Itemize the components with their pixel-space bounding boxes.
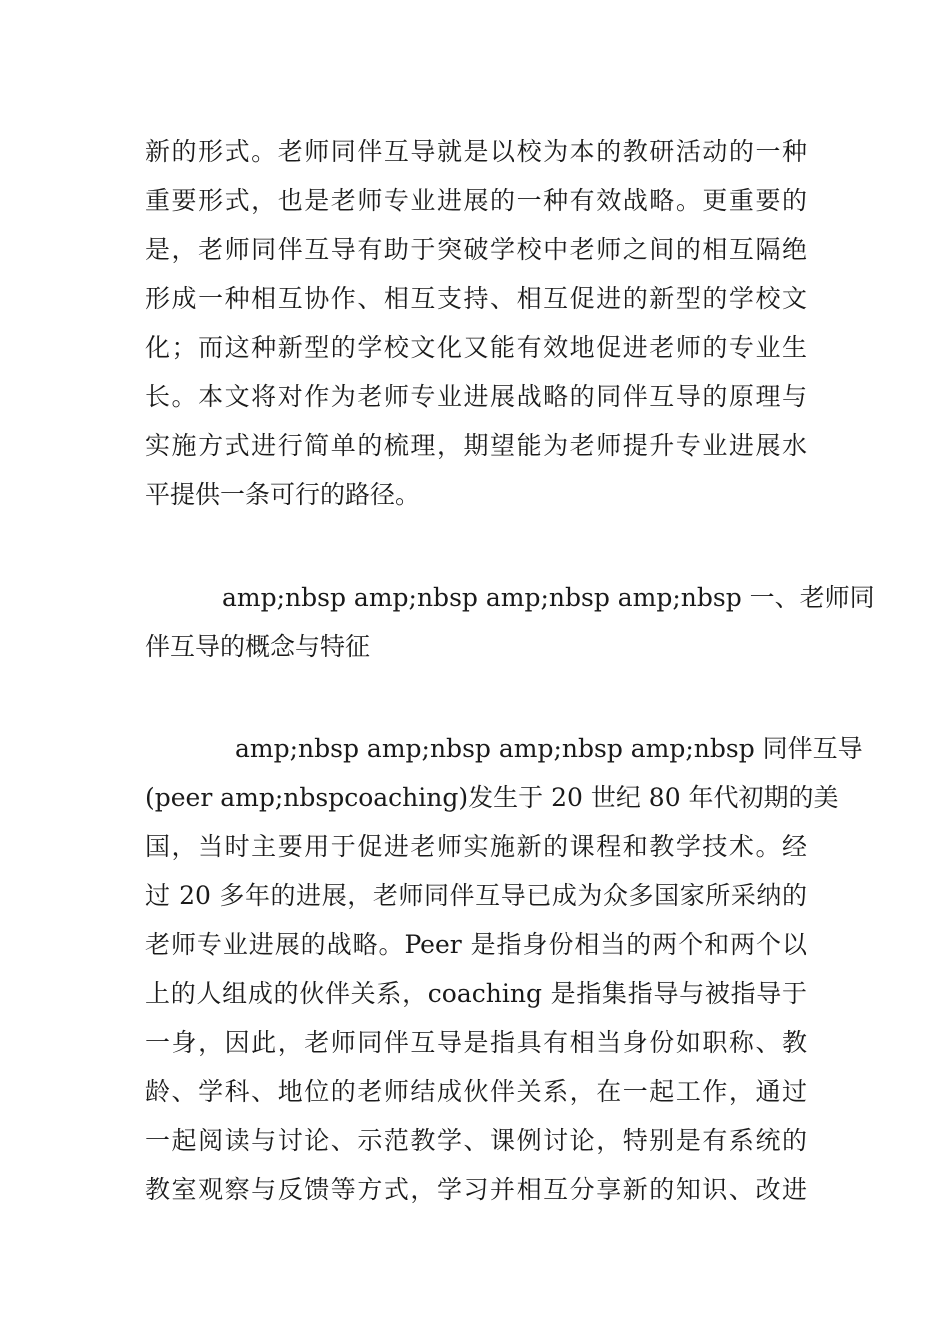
text-line: 国，当时主要用于促进老师实施新的课程和教学技术。经 [145,832,807,861]
text-line: 龄、学科、地位的老师结成伙伴关系，在一起工作，通过 [145,1077,807,1106]
text-line: 重要形式，也是老师专业进展的一种有效战略。更重要的 [145,186,807,215]
text-line: 一身，因此，老师同伴互导是指具有相当身份如职称、教 [145,1028,807,1057]
text-line: 教室观察与反馈等方式，学习并相互分享新的知识、改进 [145,1175,807,1204]
text-line: 长。本文将对作为老师专业进展战略的同伴互导的原理与 [145,382,807,411]
text-line: 化；而这种新型的学校文化又能有效地促进老师的专业生 [145,333,807,362]
text-line: 上的人组成的伙伴关系，coaching 是指集指导与被指导于 [145,979,807,1008]
text-line: 平提供一条可行的路径。 [145,480,421,509]
text-line: 新的形式。老师同伴互导就是以校为本的教研活动的一种 [145,137,807,166]
text-line: (peer amp;nbspcoaching)发生于 20 世纪 80 年代初期的美 [145,783,839,812]
section-heading-line: 伴互导的概念与特征 [145,632,371,661]
text-line: 一起阅读与讨论、示范教学、课例讨论，特别是有系统的 [145,1126,807,1155]
text-line: 过 20 多年的进展，老师同伴互导已成为众多国家所采纳的 [145,881,807,910]
text-line: 是，老师同伴互导有助于突破学校中老师之间的相互隔绝 [145,235,807,264]
text-line: 老师专业进展的战略。Peer 是指身份相当的两个和两个以 [145,930,807,959]
section-heading-line: amp;nbsp amp;nbsp amp;nbsp amp;nbsp 一、老师同 [222,583,875,612]
text-line: 形成一种相互协作、相互支持、相互促进的新型的学校文 [145,284,807,313]
text-line: amp;nbsp amp;nbsp amp;nbsp amp;nbsp 同伴互导 [235,734,863,763]
text-line: 实施方式进行简单的梳理，期望能为老师提升专业进展水 [145,431,807,460]
